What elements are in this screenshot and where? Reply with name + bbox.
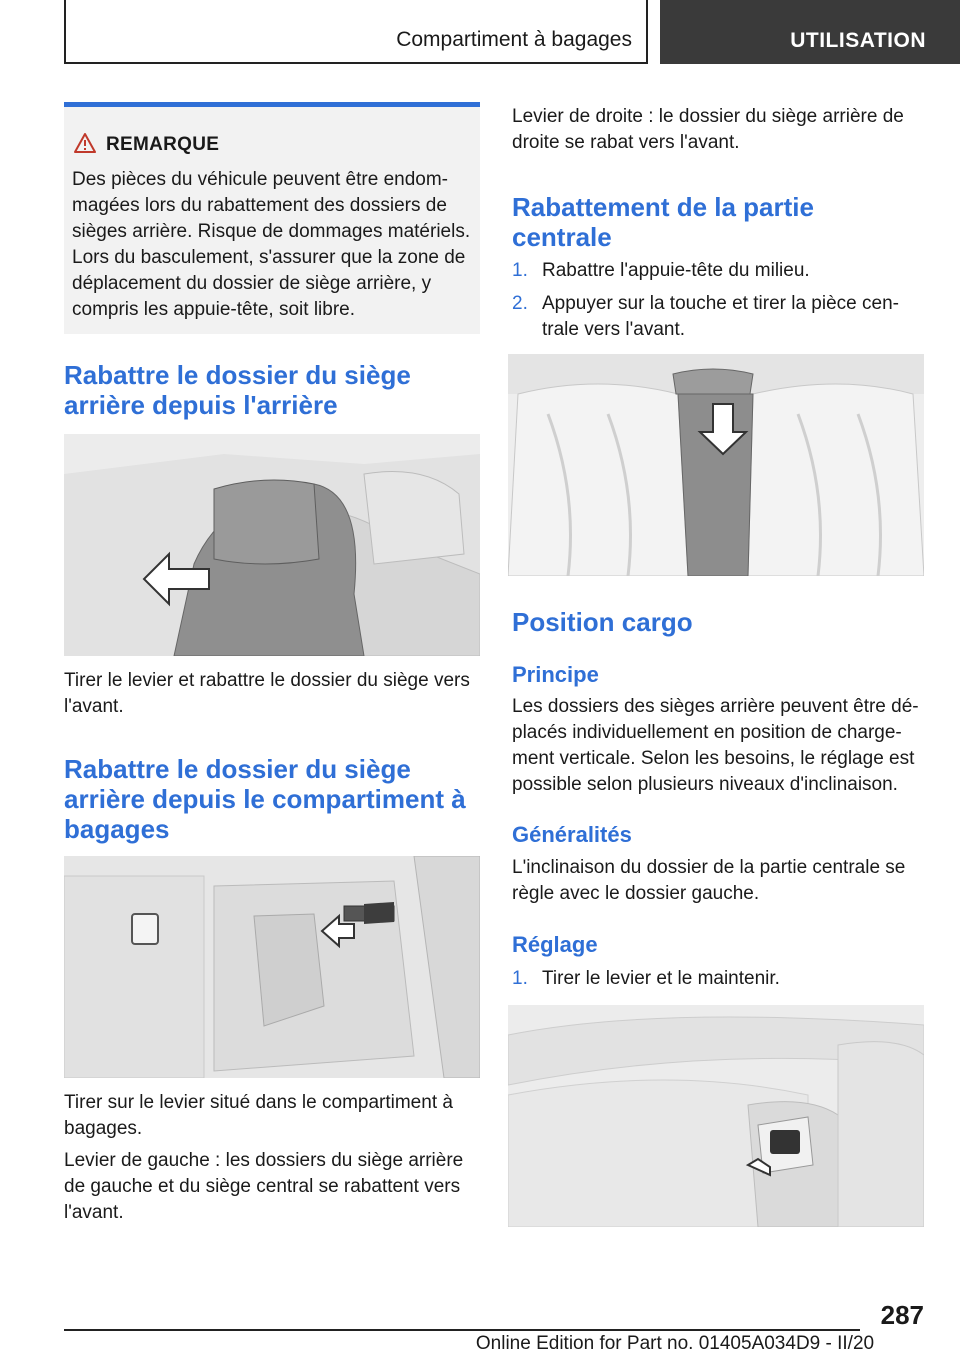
page-number: 287 xyxy=(880,1300,924,1330)
step-line: trale vers l'avant. xyxy=(542,319,686,340)
paragraph-line: Levier de gauche : les dossiers du siège arrière xyxy=(64,1150,464,1171)
warning-line: déplacement du dossier de siège arrière, y xyxy=(72,273,432,294)
heading-fold-from-rear xyxy=(64,360,480,420)
step-center-2 xyxy=(512,291,924,343)
warning-line: sièges arrière. Risque de dommages matériels. xyxy=(72,221,471,242)
paragraph-line: possible selon plusieurs niveaux d'inclinaison. xyxy=(512,774,898,795)
heading-line: bagages xyxy=(64,814,170,844)
header-chapter-title: UTILISATION xyxy=(790,29,926,52)
paragraph-line: règle avec le dossier gauche. xyxy=(512,883,760,904)
step-number: 1. xyxy=(512,968,528,989)
paragraph-line: l'avant. xyxy=(64,1202,124,1223)
paragraph-line: Tirer sur le levier situé dans le compartiment à xyxy=(64,1092,453,1113)
warning-title: REMARQUE xyxy=(106,134,220,155)
heading-line: centrale xyxy=(512,222,612,252)
heading-line: arrière depuis le compartiment à xyxy=(64,784,466,814)
warning-line: magées lors du rabattement des dossiers de xyxy=(72,195,447,216)
heading-principle: Principe xyxy=(512,662,599,687)
warning-triangle-icon xyxy=(74,132,96,154)
footer-edition: Online Edition for Part no. 01405A034D9 - II/20 xyxy=(475,1333,875,1354)
step-center-1 xyxy=(512,258,924,284)
paragraph-line: l'avant. xyxy=(64,696,124,717)
warning-text xyxy=(72,167,472,323)
heading-line: Rabattre le dossier du siège xyxy=(64,360,411,390)
heading-line: Rabattement de la partie xyxy=(512,192,814,222)
paragraph-left-lever xyxy=(64,1148,480,1226)
heading-center-fold xyxy=(512,192,924,252)
step-number: 1. xyxy=(512,260,528,281)
header-section-box xyxy=(64,0,648,64)
step-text: Rabattre l'appuie-tête du milieu. xyxy=(542,260,810,281)
image-seat-lever-rear xyxy=(64,434,480,656)
paragraph-line: bagages. xyxy=(64,1118,143,1139)
image-trunk-lever xyxy=(64,856,480,1078)
paragraph-principle xyxy=(512,694,924,798)
warning-box xyxy=(64,102,480,334)
heading-setting: Réglage xyxy=(512,932,598,957)
step-text: Tirer le levier et le maintenir. xyxy=(542,968,780,989)
paragraph-line: placés individuellement en position de charge- xyxy=(512,722,902,743)
image-center-section xyxy=(508,354,924,576)
footer-divider xyxy=(64,1329,860,1331)
illustration-rear-seat xyxy=(64,434,480,656)
step-setting-1 xyxy=(512,966,924,992)
paragraph-right-lever xyxy=(512,104,924,156)
paragraph-line: Levier de droite : le dossier du siège arrière de xyxy=(512,106,904,127)
paragraph-fold-from-rear xyxy=(64,668,480,720)
heading-general: Généralités xyxy=(512,822,632,847)
warning-line: compris les appuie-tête, soit libre. xyxy=(72,299,356,320)
step-number: 2. xyxy=(512,293,528,314)
warning-line: Des pièces du véhicule peuvent être endom- xyxy=(72,169,449,190)
heading-line: Rabattre le dossier du siège xyxy=(64,754,411,784)
warning-line: Lors du basculement, s'assurer que la zone de xyxy=(72,247,466,268)
step-line: Appuyer sur la touche et tirer la pièce cen- xyxy=(542,293,899,314)
heading-cargo-position: Position cargo xyxy=(512,607,693,637)
image-cargo-lever xyxy=(508,1005,924,1227)
paragraph-line: Tirer le levier et rabattre le dossier du siège vers xyxy=(64,670,470,691)
paragraph-line: de gauche et du siège central se rabattent vers xyxy=(64,1176,461,1197)
paragraph-line: ment verticale. Selon les besoins, le réglage est xyxy=(512,748,915,769)
paragraph-line: Les dossiers des sièges arrière peuvent être dé- xyxy=(512,696,919,717)
header-chapter-box xyxy=(660,0,960,64)
header-section-title: Compartiment à bagages xyxy=(396,28,632,51)
step-text xyxy=(542,291,932,343)
paragraph-line: L'inclinaison du dossier de la partie centrale se xyxy=(512,857,906,878)
illustration-cargo-lever xyxy=(508,1005,924,1227)
paragraph-line: droite se rabat vers l'avant. xyxy=(512,132,740,153)
heading-line: arrière depuis l'arrière xyxy=(64,390,338,420)
illustration-center-seat xyxy=(508,354,924,576)
heading-fold-from-trunk xyxy=(64,754,480,844)
illustration-trunk xyxy=(64,856,480,1078)
paragraph-general xyxy=(512,855,924,907)
paragraph-trunk-lever xyxy=(64,1090,480,1142)
